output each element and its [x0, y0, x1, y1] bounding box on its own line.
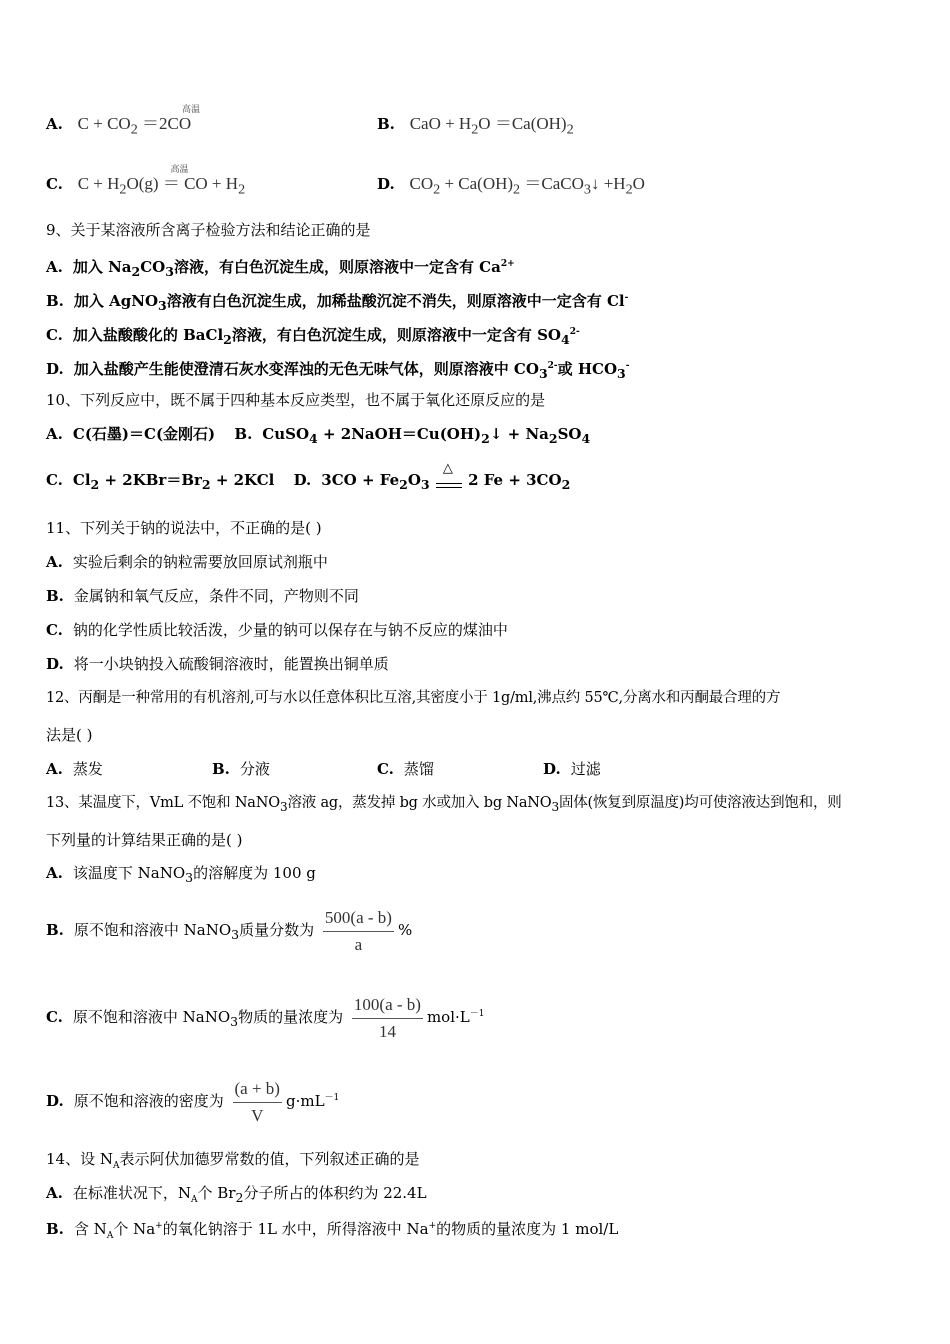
q13-option-d: D. 原不饱和溶液的密度为 $\frac{(a + b)}{V}$ $g\cdot mL^{-1}$ — [46, 1078, 340, 1125]
q13-stem-line1: 13、某温度下，VmL 不饱和 NaNO$_3$溶液 ag，蒸发掉 bg 水或加入 bg NaNO$_3$固体(恢复到原温度)均可使溶液达到饱和，则 — [46, 795, 842, 814]
q8-option-a — [46, 104, 201, 139]
q13-option-c: C. 原不饱和溶液中 NaNO$_3$物质的量浓度为 $\frac{100(a - b)}{14}$ $mol\cdot L^{-1}$ — [46, 994, 485, 1041]
q9-option-c: C. 加入盐酸酸化的 BaCl$_2$溶液，有白色沉淀生成，则原溶液中一定含有 $SO_4^{2-}$ — [46, 326, 580, 347]
option-letter: A. — [46, 115, 63, 133]
option-letter: C. — [46, 175, 63, 193]
q12-option-b: B. 分液 — [212, 760, 270, 778]
q12-option-c: C. 蒸馏 — [377, 760, 434, 778]
q8-option-c — [46, 164, 246, 199]
option-letter: B. — [377, 115, 395, 133]
fraction: $\frac{(a + b)}{V}$ — [234, 1078, 280, 1125]
q12-stem-line1: 12、丙酮是一种常用的有机溶剂,可与水以任意体积比互溶,其密度小于 1g/ml,沸点约 55℃,分离水和丙酮最合理的方 — [46, 690, 781, 706]
q12-stem-line2: 法是( ) — [46, 726, 93, 744]
q9-option-d: D. 加入盐酸产生能使澄清石灰水变浑浊的无色无味气体，则原溶液中 $CO_3^{2-}$或 $HCO_3^-$ — [46, 360, 630, 381]
q9-option-b: B. 加入 AgNO$_3$溶液有白色沉淀生成，加稀盐酸沉淀不消失，则原溶液中一定含有 Cl- — [46, 292, 629, 313]
q13-option-b: B. 原不饱和溶液中 NaNO$_3$质量分数为 $\frac{500(a - b)}{a}$ % — [46, 907, 413, 954]
q8-option-b — [377, 114, 574, 139]
q12-option-a: A. 蒸发 — [46, 760, 103, 778]
equation: $C + H_2$ 高温 O(g) ＝ CO + $H_2$ — [78, 174, 245, 199]
q14-stem: 14、设 $N_A$表示阿伏加德罗常数的值，下列叙述正确的是 — [46, 1150, 420, 1171]
q11-option-b: B. 金属钠和氧气反应，条件不同，产物则不同 — [46, 587, 359, 605]
equation: CaO + $H_2O =Ca(OH)_2$ — [409, 114, 574, 138]
q14-option-b: B. 含 $N_A$个 Na+的氧化钠溶于 1L 水中，所得溶液中 Na+的物质的量浓度为 1 mol/L — [46, 1220, 619, 1241]
q8-option-d — [377, 174, 645, 199]
equation: $CO_2 + Ca(OH)_2$ ＝CaCO$_3$↓ $+H_2O$ — [409, 174, 645, 198]
heating-equals-sign: △ — [435, 475, 463, 495]
option-letter: D. — [377, 175, 395, 193]
q11-stem: 11、下列关于钠的说法中，不正确的是( ) — [46, 519, 322, 537]
fraction: $\frac{100(a - b)}{14}$ — [353, 994, 421, 1041]
q10-options-ab: A. C(石墨)＝C(金刚石) B. CuSO$_4$ + $2NaOH=Cu(OH)_2↓ + Na_2SO_4$ — [46, 425, 591, 446]
q9-stem: 9、关于某溶液所含离子检验方法和结论正确的是 — [46, 221, 371, 239]
equation: $C + CO_2$ 高温 ＝2CO — [78, 114, 192, 139]
condition-label: 高温 — [170, 164, 189, 174]
q11-option-a: A. 实验后剩余的钠粒需要放回原试剂瓶中 — [46, 553, 328, 571]
q13-option-a: A. 该温度下 NaNO$_3$的溶解度为 100 g — [46, 864, 316, 885]
q13-stem-line2: 下列量的计算结果正确的是( ) — [46, 831, 243, 849]
q9-option-a: A. 加入 $Na_2CO_3$溶液，有白色沉淀生成，则原溶液中一定含有 $Ca^{2+}$ — [46, 258, 515, 279]
q12-option-d: D. 过滤 — [543, 760, 601, 778]
q10-options-cd: C. $Cl_2 + 2KBr=Br_2 + 2KCl$ D. $3CO + Fe_2O_3$ △ 2 $Fe + 3CO_2$ — [46, 470, 570, 495]
condition-label: 高温 — [182, 104, 201, 114]
q11-option-d: D. 将一小块钠投入硫酸铜溶液时，能置换出铜单质 — [46, 655, 389, 673]
q11-option-c: C. 钠的化学性质比较活泼，少量的钠可以保存在与钠不反应的煤油中 — [46, 621, 508, 639]
fraction: $\frac{500(a - b)}{a}$ — [324, 907, 392, 954]
q10-stem: 10、下列反应中，既不属于四种基本反应类型，也不属于氧化还原反应的是 — [46, 391, 546, 409]
q14-option-a: A. 在标准状况下，$N_A$个 $Br_2$分子所占的体积约为 22.4L — [46, 1184, 427, 1205]
